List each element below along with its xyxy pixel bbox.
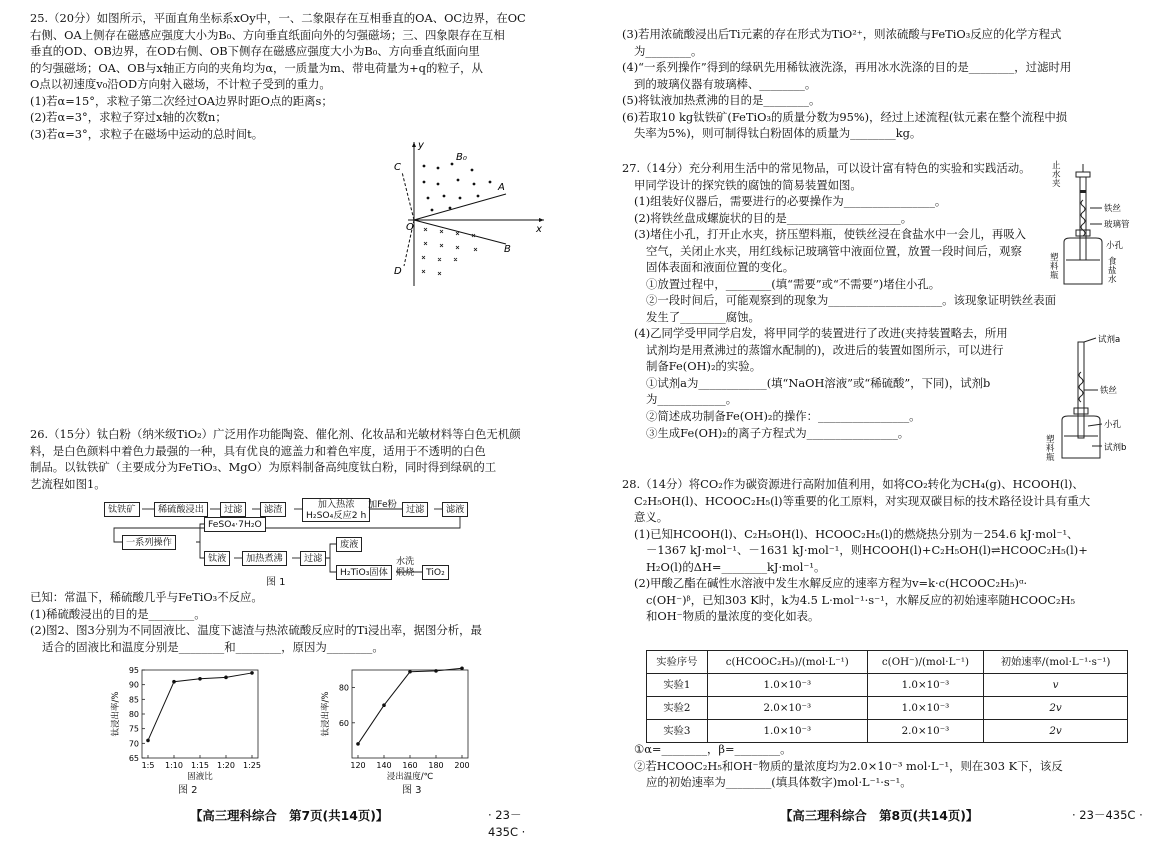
table-row (647, 720, 1128, 743)
table-cell: 1.0×10⁻³ (867, 697, 983, 720)
page-footer-left: 【高三理科综合 第7页(共14页)】 (190, 808, 389, 823)
q28-line: ②若HCOOC₂H₅和OH⁻物质的量浓度均为2.0×10⁻³ mol·L⁻¹，则在303 K下，该反 (634, 758, 1063, 773)
q28-line: C₂H₅OH(l)、HCOOC₂H₅(l)等重要的化工原料，对实现双碳目标的技术路径设计具有重大 (634, 493, 1091, 508)
table-cell: 实验1 (647, 674, 708, 697)
q27-line: (1)组装好仪器后，需要进行的必要操作为________________。 (634, 194, 947, 209)
q26-line: 艺流程如图1。 (30, 476, 106, 491)
q25-sub: (3)若α=3°，求粒子在磁场中运动的总时间t。 (30, 126, 264, 141)
y-tick-label: 95 (128, 666, 139, 675)
table-cell: 2v (984, 697, 1128, 720)
y-tick-label: 85 (128, 695, 139, 705)
fig-label-C: C (394, 162, 401, 173)
flow-box: 钛铁矿 (104, 502, 140, 517)
q25-line: 的匀强磁场；OA、OB与x轴正方向的夹角均为α，一质量为m、带电荷量为+q的粒子，从 (30, 60, 483, 75)
chart-fig3 (318, 662, 478, 786)
data-point (460, 666, 464, 670)
table-cell: 实验3 (647, 720, 708, 743)
q27-line: 甲同学设计的探究铁的腐蚀的简易装置如图。 (634, 177, 862, 192)
flow-box: TiO₂ (422, 565, 449, 580)
table-cell: 2.0×10⁻³ (867, 720, 983, 743)
q28-line: (2)甲酸乙酯在碱性水溶液中发生水解反应的速率方程为v=k·c(HCOOC₂H₅)ᵅ· (634, 576, 1028, 591)
q25-line: 垂直的OD、OB边界，在OD右侧、OB下侧存在磁感应强度大小为B₀、方向垂直纸面向里 (30, 44, 480, 59)
table-header: 初始速率/(mol·L⁻¹·s⁻¹) (984, 651, 1128, 674)
process-flowchart (104, 498, 484, 590)
x-tick-label: 1:25 (243, 761, 261, 770)
q27-line: (3)堵住小孔，打开止水夹，挤压塑料瓶，使铁丝浸在食盐水中一会儿，再吸入 (634, 227, 1027, 242)
q27-line: ①放置过程中，________(填“需要”或“不需要”)堵住小孔。 (646, 276, 941, 291)
label-reagent-a: 试剂a (1098, 335, 1121, 345)
y-tick-label: 90 (128, 680, 139, 690)
flow-box: 过滤 (402, 502, 428, 517)
question-26-cont (622, 26, 1130, 142)
q28-line: c(OH⁻)ᵝ，已知303 K时，k为4.5 L·mol⁻¹·s⁻¹，水解反应的初始速率随HCOOC₂H₅ (646, 592, 1076, 607)
y-tick-label: 80 (338, 683, 349, 693)
label-iron-wire-2: 铁丝 (1100, 386, 1118, 396)
table-cell: 2v (984, 720, 1128, 743)
label-small-hole: 小孔 (1106, 241, 1124, 251)
flow-box: 加入热浓 H₂SO₄反应2 h (302, 498, 370, 522)
fig-label-B: B (504, 244, 511, 255)
flow-box: H₂TiO₃固体 (336, 565, 392, 580)
q27-line: 试剂均是用煮沸过的蒸馏水配制的)，改进后的装置如图所示，可以进行 (646, 342, 1004, 357)
q28-line: 意义。 (634, 510, 669, 525)
x-tick-label: 1:5 (141, 761, 155, 770)
q26-cont-line: 为________。 (634, 43, 703, 58)
page-code-right: · 23－435C · (1072, 808, 1143, 822)
fig-label-x: x (536, 224, 542, 235)
q26-line: 料，是白色颜料中着色力最强的一种，具有优良的遮盖力和着色牢度，适用于不透明的白色 (30, 443, 486, 458)
q27-line: 27.（14分）充分利用生活中的常见物品，可以设计富有特色的实验和实践活动。 (622, 161, 1031, 175)
q26-line: (2)图2、图3分别为不同固液比、温度下滤渣与热浓硫酸反应时的Ti浸出率，据图分析，最 (30, 623, 482, 638)
q27-line: 空气，关闭止水夹，用红线标记玻璃管中液面位置，放置一段时间后，观察 (646, 243, 1022, 258)
fig-label-O: O (406, 222, 414, 233)
q26-line: 26.（15分）钛白粉（纳米级TiO₂）广泛用作功能陶瓷、催化剂、化妆品和光敏材料等白色无机颜 (30, 427, 521, 441)
table-row (647, 674, 1128, 697)
table-header: c(HCOOC₂H₅)/(mol·L⁻¹) (707, 651, 867, 674)
q27-line: (2)将铁丝盘成螺旋状的目的是____________________。 (634, 210, 913, 225)
flow-box: 加热煮沸 (242, 551, 287, 566)
table-cell: 实验2 (647, 697, 708, 720)
q28-line: H₂O(l)的ΔH=________kJ·mol⁻¹。 (646, 559, 826, 574)
label-plastic-bottle-2: 塑料瓶 (1046, 435, 1055, 462)
x-axis-label: 浸出温度/℃ (386, 772, 434, 782)
y-tick-label: 75 (128, 724, 139, 734)
table-cell: v (984, 674, 1128, 697)
q26-cont-line: 失率为5%)，则可制得钛白粉固体的质量为________kg。 (634, 126, 922, 141)
flow-box: 过滤 (220, 502, 246, 517)
flow-box: 稀硫酸浸出 (154, 502, 208, 517)
plot-frame (352, 670, 468, 758)
y-tick-label: 60 (338, 718, 349, 728)
page-8 (604, 0, 1144, 842)
x-tick-label: 180 (428, 761, 444, 770)
q26-cont-line: (5)将钛液加热煮沸的目的是________。 (622, 93, 821, 108)
q28-line: 和OH⁻物质的量浓度的变化如表。 (646, 609, 820, 624)
page-footer-right: 【高三理科综合 第8页(共14页)】 (780, 808, 979, 823)
data-point (408, 670, 412, 674)
figure-2-caption: 图 2 (178, 785, 198, 796)
q26-line: 已知：常温下，稀硫酸几乎与FeTiO₃不反应。 (30, 590, 263, 604)
q25-line: 右侧、OA上侧存在磁感应强度大小为B₀、方向垂直纸面向外的匀强磁场；三、四象限存在互相 (30, 27, 505, 42)
y-tick-label: 70 (128, 739, 139, 749)
flow-label: 加Fe粉 (368, 499, 397, 510)
q28-line: －1367 kJ·mol⁻¹、－1631 kJ·mol⁻¹，则HCOOH(l)+C₂H₅OH(l)⇌HCOOC₂H₅(l)+ (646, 543, 1088, 558)
x-tick-label: 200 (454, 761, 470, 770)
flow-box: 滤液 (442, 502, 468, 517)
q26-cont-line: (6)若取10 kg钛铁矿(FeTiO₃的质量分数为95%)，经过上述流程(钛元素在整个流程中损 (622, 109, 1068, 124)
question-26 (30, 426, 540, 492)
question-28-parts (622, 741, 1130, 791)
data-point (250, 671, 254, 675)
label-reagent-b: 试剂b (1104, 443, 1127, 453)
question-26-parts (30, 589, 540, 655)
q27-line: ③生成Fe(OH)₂的离子方程式为________________。 (646, 425, 910, 440)
x-axis-label: 固液比 (187, 772, 213, 782)
label-stop-clamp: 止水夹 (1052, 161, 1061, 189)
x-tick-label: 1:15 (191, 761, 209, 770)
q27-line: 发生了________腐蚀。 (646, 309, 760, 324)
x-tick-label: 140 (376, 761, 392, 770)
label-small-hole-2: 小孔 (1104, 420, 1122, 430)
q28-line: ①α=________，β=________。 (634, 742, 792, 756)
x-tick-label: 1:20 (217, 761, 235, 770)
q26-cont-line: (4)“一系列操作”得到的绿矾先用稀钛液洗涤，再用冰水洗涤的目的是________，过滤时用 (622, 60, 1072, 75)
q28-line: 应的初始速率为________(填具体数字)mol·L⁻¹·s⁻¹。 (646, 775, 912, 790)
rate-table (646, 650, 1128, 743)
flow-box: 过滤 (300, 551, 326, 566)
flow-box: 废液 (336, 537, 362, 552)
data-point (198, 677, 202, 681)
table-header-row (647, 651, 1128, 674)
table-header: 实验序号 (647, 651, 708, 674)
figure-3-caption: 图 3 (402, 785, 422, 796)
table-cell: 1.0×10⁻³ (707, 720, 867, 743)
table-cell: 2.0×10⁻³ (707, 697, 867, 720)
page-code-left: · 23－435C · (488, 808, 526, 839)
question-27 (622, 160, 1062, 441)
data-point (146, 739, 150, 743)
q25-line: O点以初速度v₀沿OD方向射入磁场，不计粒子受到的重力。 (30, 77, 331, 92)
q26-cont-line: 到的玻璃仪器有玻璃棒、________。 (634, 76, 817, 91)
q26-line: (1)稀硫酸浸出的目的是________。 (30, 606, 206, 621)
table-cell: 1.0×10⁻³ (867, 674, 983, 697)
q25-sub: (2)若α=3°，求粒子穿过x轴的次数n； (30, 110, 227, 125)
data-point (224, 676, 228, 680)
series-line (148, 673, 252, 740)
flow-label: 水洗 煅烧 (396, 556, 415, 578)
flow-box: 一系列操作 (122, 535, 176, 550)
q27-line: (4)乙同学受甲同学启发，将甲同学的装置进行了改进(夹持装置略去，所用 (634, 326, 1008, 341)
apparatus-figure-1 (1050, 160, 1134, 290)
q25-sub: (1)若α=15°，求粒子第二次经过OA边界时距O点的距离s； (30, 93, 333, 108)
question-25 (30, 10, 540, 142)
label-glass-tube: 玻璃管 (1104, 220, 1130, 230)
q26-line: 适合的固液比和温度分别是________和________，原因为________。 (42, 639, 384, 654)
series-line (358, 668, 462, 744)
data-point (434, 669, 438, 673)
fig-label-B0: B₀ (456, 152, 467, 163)
y-axis-label: 钛浸出率/% (321, 691, 331, 737)
q26-line: 制品。以钛铁矿（主要成分为FeTiO₃、MgO）为原料制备高纯度钛白粉，同时得到绿矾的工 (30, 460, 497, 475)
q28-line: (1)已知HCOOH(l)、C₂H₅OH(l)、HCOOC₂H₅(l)的燃烧热分别为－254.6 kJ·mol⁻¹、 (634, 526, 1079, 541)
label-salt-water: 食盐水 (1108, 257, 1117, 285)
table-cell: 1.0×10⁻³ (707, 674, 867, 697)
y-tick-label: 80 (128, 710, 139, 719)
fig-label-y: y (418, 140, 424, 151)
y-axis-label: 钛浸出率/% (111, 691, 121, 737)
label-iron-wire: 铁丝 (1104, 204, 1122, 214)
table-row (647, 697, 1128, 720)
y-tick-label: 65 (128, 754, 139, 763)
fig-label-D: D (394, 266, 402, 277)
figure-1-caption: 图 1 (266, 577, 286, 588)
table-header: c(OH⁻)/(mol·L⁻¹) (867, 651, 983, 674)
flow-box: 钛液 (204, 551, 230, 566)
q27-line: ①试剂a为____________(填“NaOH溶液”或“稀硫酸”，下同)，试剂b (646, 375, 991, 390)
q28-line: 28.（14分）将CO₂作为碳资源进行高附加值利用，如将CO₂转化为CH₄(g)、HCOOH(l)、 (622, 477, 1084, 491)
q26-cont-line: (3)若用浓硫酸浸出后Ti元素的存在形式为TiO²⁺，则浓硫酸与FeTiO₃反应的化学方程式 (622, 27, 1062, 41)
label-plastic-bottle: 塑料瓶 (1050, 253, 1059, 281)
x-tick-label: 120 (350, 761, 366, 770)
q27-line: 固体表面和液面位置的变化。 (646, 260, 795, 275)
question-28 (622, 476, 1130, 625)
fig-label-A: A (498, 182, 505, 193)
q27-line: 制备Fe(OH)₂的实验。 (646, 359, 762, 374)
q27-line: 为____________。 (646, 392, 738, 407)
q25-line: 25.（20分）如图所示，平面直角坐标系xOy中，一、二象限存在互相垂直的OA、OC边界，在OC (30, 11, 526, 25)
flow-box: 滤渣 (260, 502, 286, 517)
x-tick-label: 1:10 (165, 761, 183, 770)
x-tick-label: 160 (402, 761, 418, 770)
flow-box: FeSO₄·7H₂O (204, 517, 266, 532)
data-point (172, 680, 176, 684)
chart-fig2 (108, 662, 268, 786)
magnetic-field-figure (388, 138, 548, 288)
q27-line: ②一段时间后，可能观察到的现象为____________________。该现象证明铁丝表面 (646, 293, 1057, 308)
q27-line: ②简述成功制备Fe(OH)₂的操作：________________。 (646, 408, 921, 423)
apparatus-figure-2 (1034, 332, 1134, 462)
page-7 (0, 0, 540, 842)
data-point (356, 742, 360, 746)
data-point (382, 703, 386, 707)
